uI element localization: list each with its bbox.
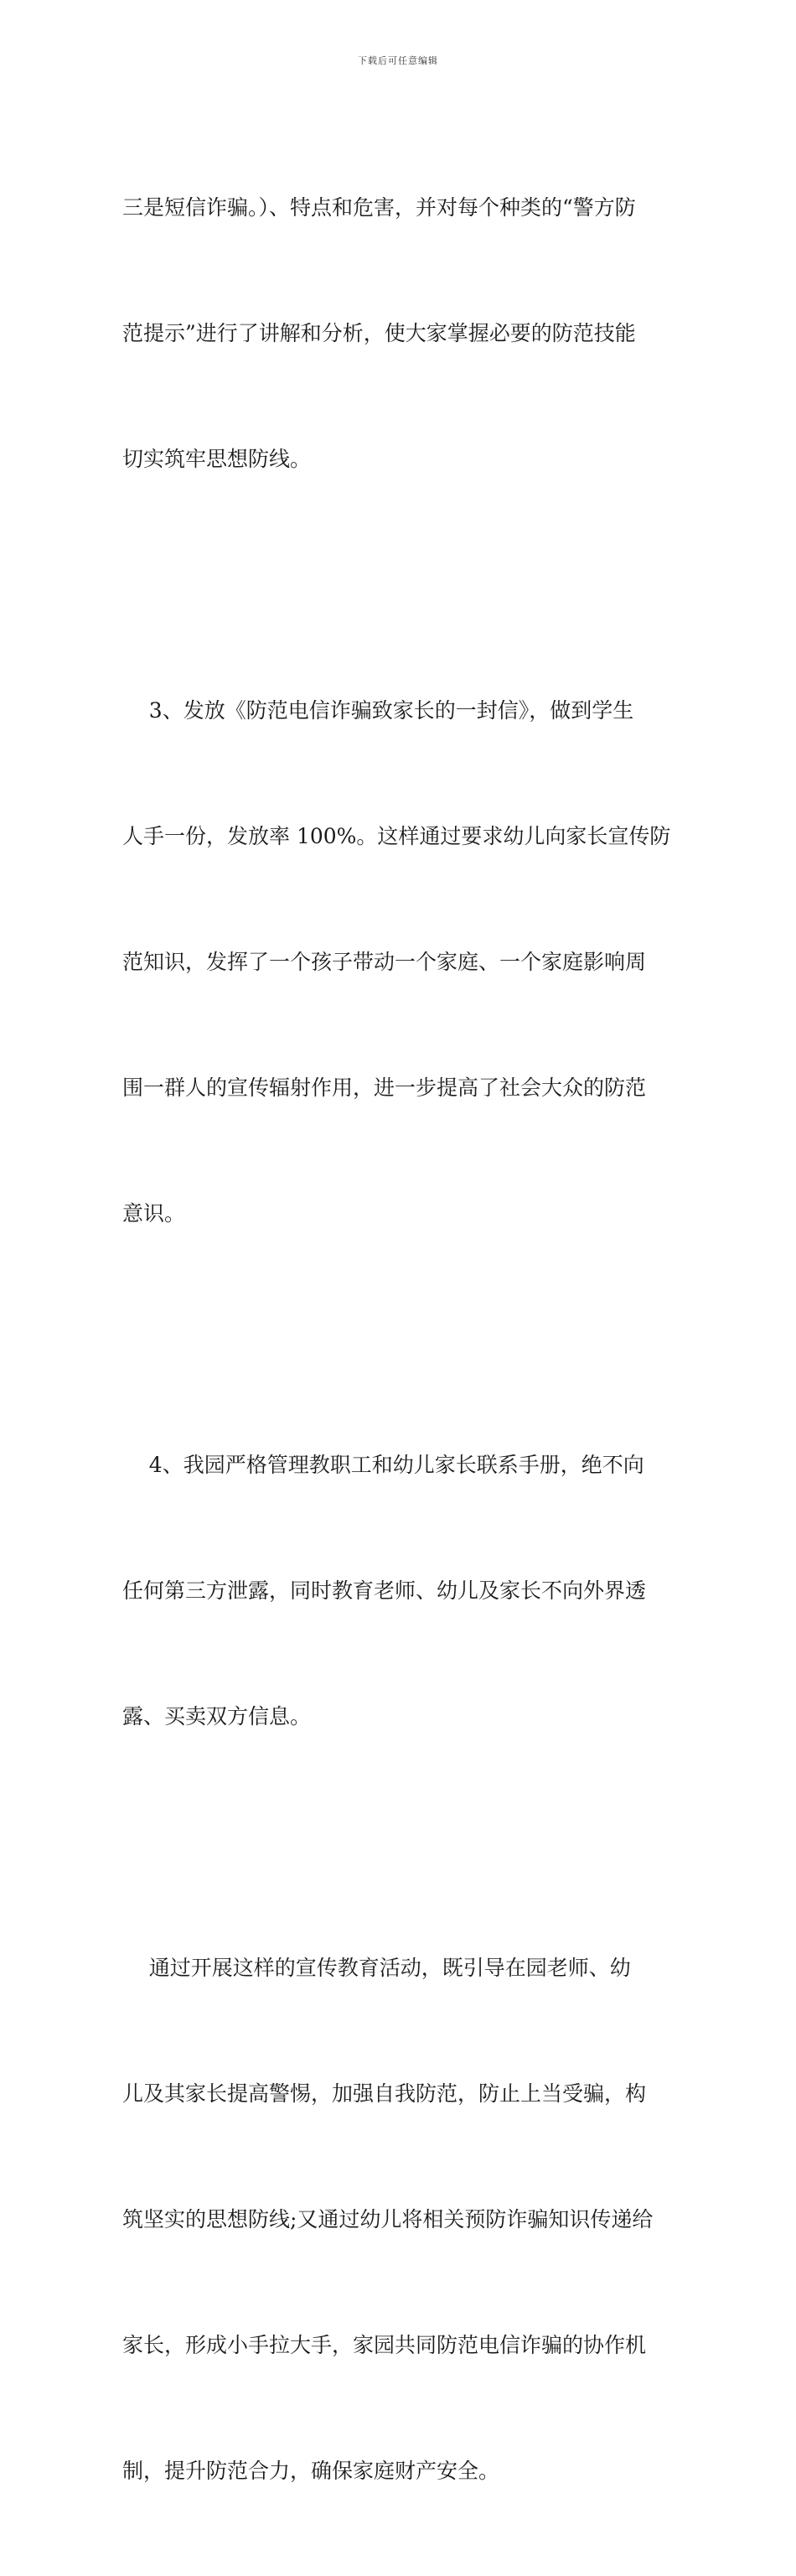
text-line: 切实筑牢思想防线。 bbox=[122, 447, 312, 471]
text-line: 范提示”进行了讲解和分析，使大家掌握必要的防范技能 bbox=[122, 321, 636, 345]
text-line: 儿及其家长提高警惕，加强自我防范，防止上当受骗，构 bbox=[122, 2081, 647, 2106]
text-line: 围一群人的宣传辐射作用，进一步提高了社会大众的防范 bbox=[122, 1075, 647, 1100]
document-body bbox=[122, 103, 675, 2576]
text-line: 任何第三方泄露，同时教育老师、幼儿及家长不向外界透 bbox=[122, 1578, 647, 1603]
paragraph-4 bbox=[122, 1863, 675, 2576]
text-line: 露、买卖双方信息。 bbox=[122, 1704, 312, 1729]
paragraph-gap bbox=[122, 1319, 675, 1361]
text-line: 家长，形成小手拉大手，家园共同防范电信诈骗的协作机 bbox=[122, 2333, 647, 2357]
text-line: 意识。 bbox=[122, 1201, 186, 1226]
paragraph-3 bbox=[122, 1361, 675, 1822]
text-line: 通过开展这样的宣传教育活动，既引导在园老师、幼 bbox=[122, 1956, 631, 1980]
text-line: 范知识，发挥了一个孩子带动一个家庭、一个家庭影响周 bbox=[122, 950, 647, 974]
paragraph-gap bbox=[122, 564, 675, 606]
text-line: 筑坚实的思想防线;又通过幼儿将相关预防诈骗知识传递给 bbox=[122, 2207, 654, 2231]
paragraph-2 bbox=[122, 606, 675, 1319]
text-line: 3、发放《防范电信诈骗致家长的一封信》，做到学生 bbox=[122, 698, 634, 723]
paragraph-1 bbox=[122, 103, 675, 564]
text-line: 三是短信诈骗。）、特点和危害，并对每个种类的“警方防 bbox=[122, 195, 636, 220]
paragraph-gap bbox=[122, 1822, 675, 1863]
text-line: 人手一份，发放率 100%。这样通过要求幼儿向家长宣传防 bbox=[122, 824, 671, 848]
text-line: 制，提升防范合力，确保家庭财产安全。 bbox=[122, 2459, 500, 2483]
text-line: 4、我园严格管理教职工和幼儿家长联系手册，绝不向 bbox=[122, 1453, 644, 1477]
page-header: 下载后可任意编辑 bbox=[358, 55, 438, 66]
